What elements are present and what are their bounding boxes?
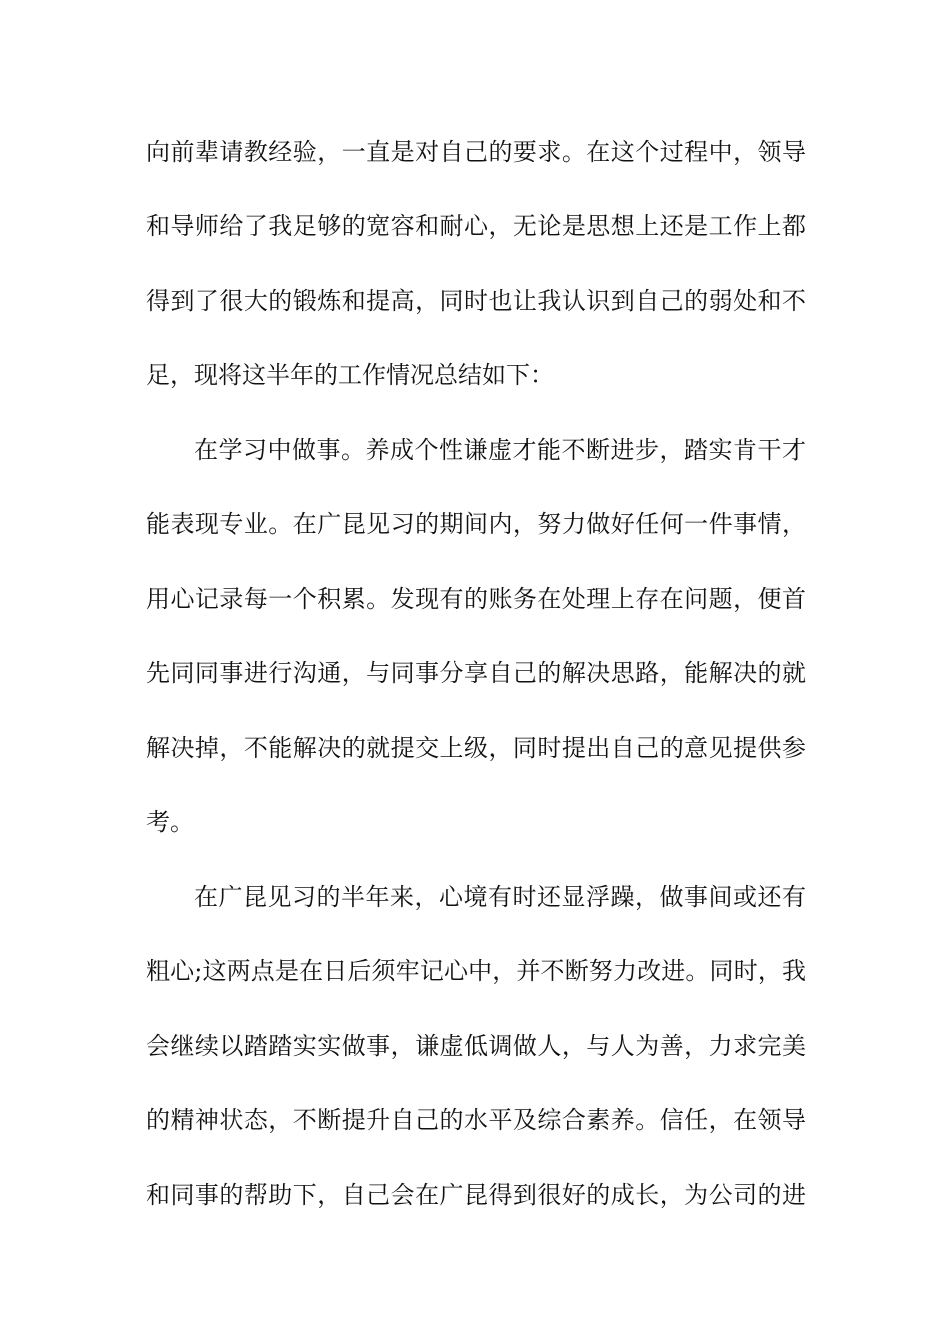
text-line: 的精神状态，不断提升自己的水平及综合素养。信任，在领导: [146, 1106, 806, 1134]
text-line: 粗心;这两点是在日后须牢记心中，并不断努力改进。同时，我: [146, 957, 806, 985]
text-line: 在学习中做事。养成个性谦虚才能不断进步，踏实肯干才: [194, 436, 806, 464]
text-line: 先同同事进行沟通，与同事分享自己的解决思路，能解决的就: [146, 659, 806, 687]
text-line: 向前辈请教经验，一直是对自己的要求。在这个过程中，领导: [146, 138, 806, 166]
text-line: 在广昆见习的半年来，心境有时还显浮躁，做事间或还有: [194, 883, 806, 911]
text-line: 足，现将这半年的工作情况总结如下：: [146, 361, 554, 389]
text-line: 能表现专业。在广昆见习的期间内，努力做好任何一件事情，: [146, 510, 806, 538]
text-line: 和导师给了我足够的宽容和耐心，无论是思想上还是工作上都: [146, 212, 806, 240]
text-line: 解决掉，不能解决的就提交上级，同时提出自己的意见提供参: [146, 734, 806, 762]
text-line: 和同事的帮助下，自己会在广昆得到很好的成长，为公司的进: [146, 1181, 806, 1209]
text-line: 用心记录每一个积累。发现有的账务在处理上存在问题，便首: [146, 585, 806, 613]
text-line: 会继续以踏踏实实做事，谦虚低调做人，与人为善，力求完美: [146, 1032, 806, 1060]
text-line: 考。: [146, 808, 194, 836]
text-line: 得到了很大的锻炼和提高，同时也让我认识到自己的弱处和不: [146, 287, 806, 315]
